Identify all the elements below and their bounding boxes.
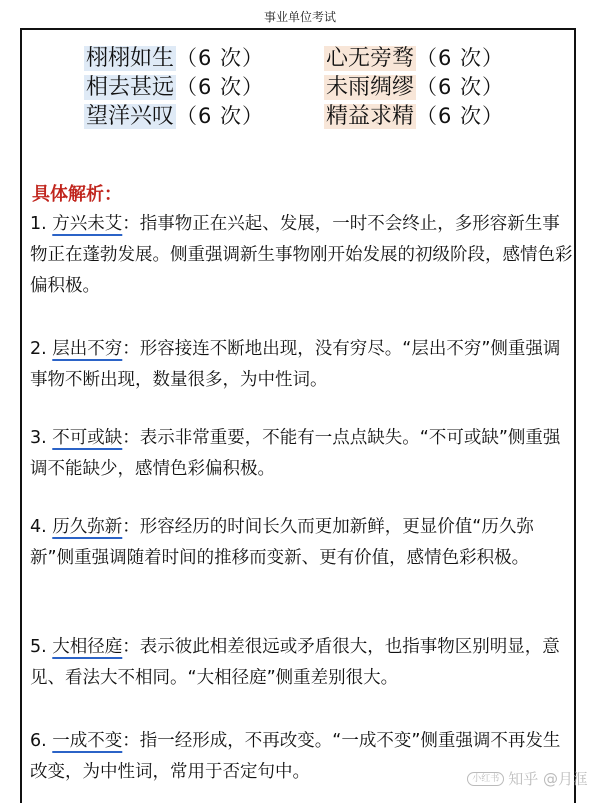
idiom-count: （6 次） [176, 75, 265, 99]
idiom-item [84, 41, 324, 72]
entry-number: 4. [30, 517, 47, 537]
analysis-entry [30, 512, 575, 574]
idiom-count: （6 次） [416, 46, 505, 70]
idiom-word: 望洋兴叹 [86, 104, 175, 129]
watermark [467, 768, 588, 789]
idiom-count: （6 次） [176, 46, 265, 70]
analysis-entry [30, 334, 575, 396]
entry-term: 大相径庭 [52, 637, 123, 657]
entry-term: 方兴未艾 [52, 214, 123, 234]
entry-text: ：指事物正在兴起、发展，一时不会终止，多形容新生事物正在蓬勃发展。侧重强调新生事物刚开始发展的初级阶段，感情色彩偏积极。 [30, 214, 573, 296]
idiom-item [324, 70, 564, 101]
idiom-word: 相去甚远 [86, 75, 175, 100]
idiom-word: 未雨绸缪 [326, 75, 415, 100]
entry-term: 历久弥新 [52, 517, 123, 537]
entry-number: 5. [30, 637, 47, 657]
idiom-count: （6 次） [176, 104, 265, 128]
entry-text: ：表示彼此相差很远或矛盾很大，也指事物区别明显，意见、看法大不相同。“大相径庭”侧重差别很大。 [30, 637, 560, 688]
entry-number: 1. [30, 214, 47, 234]
entry-text: ：表示非常重要，不能有一点点缺失。“不可或缺”侧重强调不能缺少，感情色彩偏积极。 [30, 428, 561, 479]
entry-text: ：形容经历的时间长久而更加新鲜，更显价值“历久弥新”侧重强调随着时间的推移而变新、更有价值，感情色彩积极。 [30, 517, 534, 568]
idiom-word: 栩栩如生 [86, 46, 175, 71]
entry-text: ：形容接连不断地出现，没有穷尽。“层出不穷”侧重强调事物不断出现，数量很多，为中性词。 [30, 339, 561, 390]
entry-term: 一成不变 [52, 731, 123, 751]
idiom-word: 精益求精 [326, 104, 415, 129]
analysis-entry [30, 632, 575, 694]
idiom-item [84, 99, 324, 130]
idiom-item [84, 70, 324, 101]
idiom-row [84, 100, 564, 129]
watermark-text: 知乎 @月洭 [508, 770, 588, 788]
idiom-row [84, 71, 564, 100]
entry-number: 2. [30, 339, 47, 359]
idiom-list [84, 42, 564, 129]
entry-text: ：指一经形成，不再改变。“一成不变”侧重强调不再发生改变，为中性词，常用于否定句中。 [30, 731, 561, 782]
entry-term: 不可或缺 [52, 428, 123, 448]
idiom-row [84, 42, 564, 71]
idiom-item [324, 41, 564, 72]
entry-number: 3. [30, 428, 47, 448]
idiom-item [324, 99, 564, 130]
watermark-badge: 小红书 [467, 772, 504, 786]
analysis-title: 具体解析： [32, 184, 122, 205]
idiom-count: （6 次） [416, 104, 505, 128]
analysis-entry [30, 423, 575, 485]
idiom-count: （6 次） [416, 75, 505, 99]
entry-term: 层出不穷 [52, 339, 123, 359]
page-header: 事业单位考试 [263, 10, 336, 24]
entry-number: 6. [30, 731, 47, 751]
idiom-word: 心无旁骛 [326, 46, 415, 71]
analysis-entry [30, 209, 575, 302]
